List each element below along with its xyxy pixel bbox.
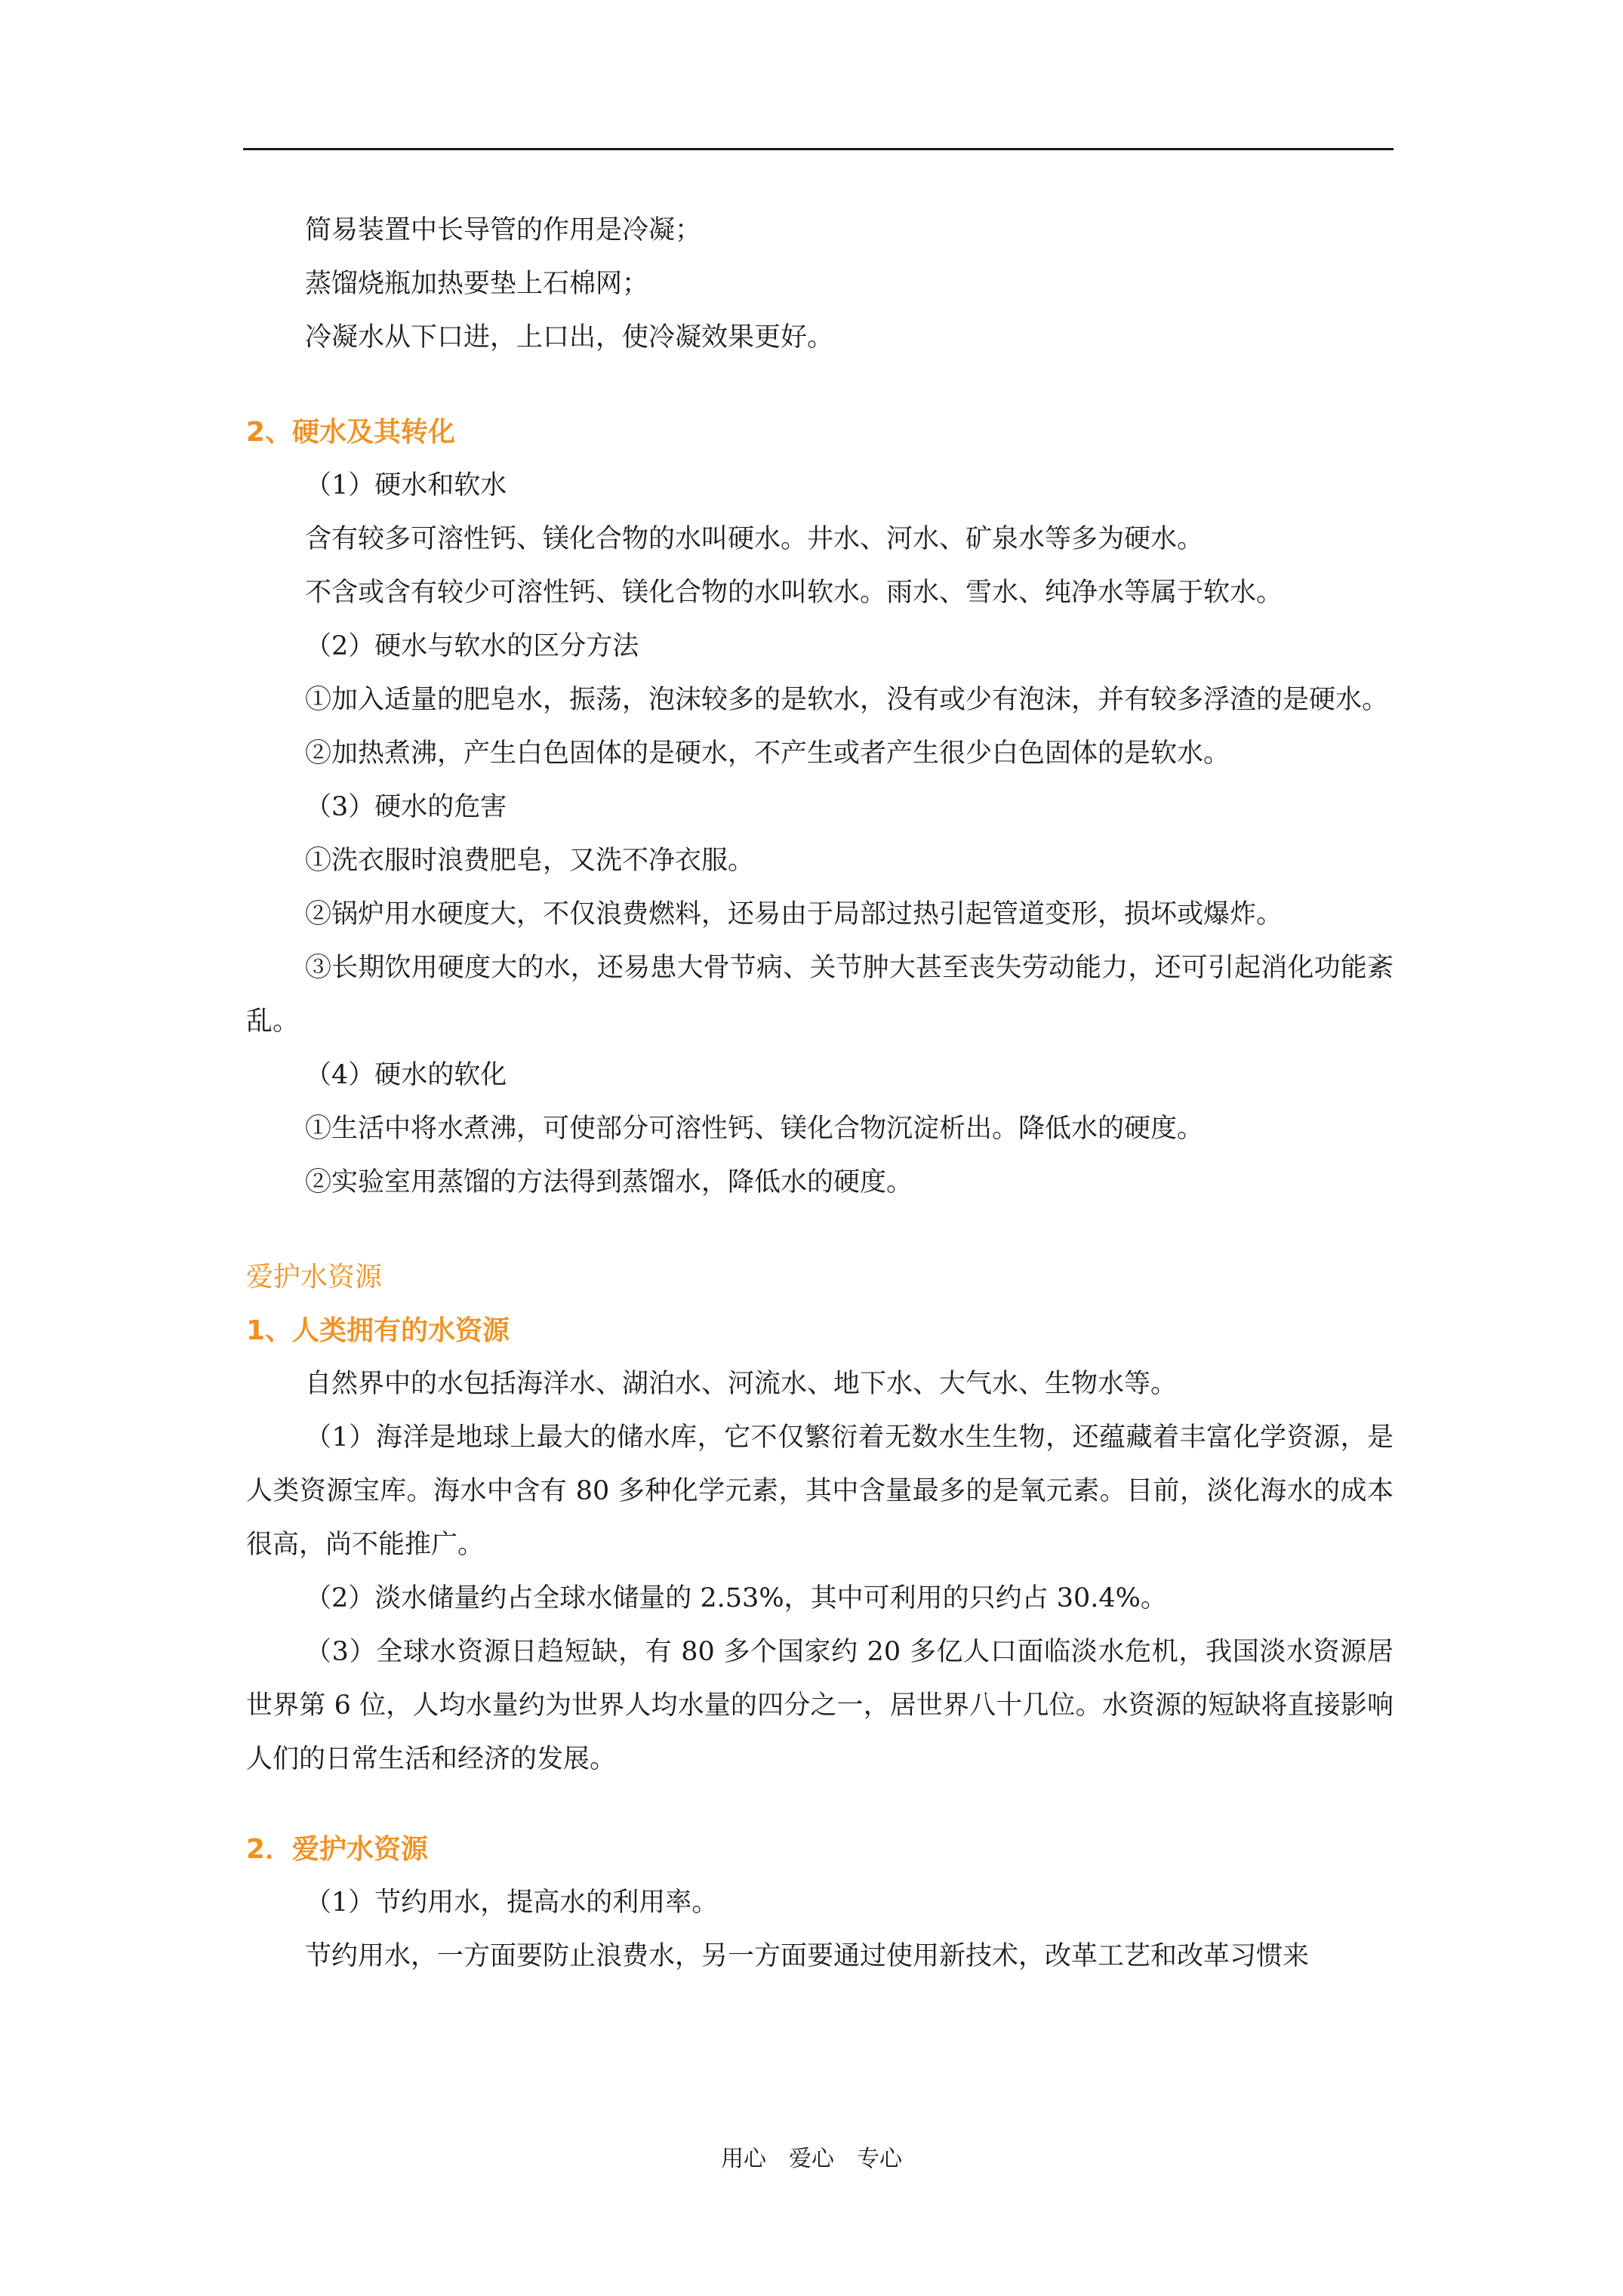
subheading: （1）节约用水，提高水的利用率。 bbox=[305, 1888, 719, 1918]
paragraph: （3）全球水资源日趋短缺，有 80 多个国家约 20 多亿人口面临淡水危机，我国淡水资源居世界第 6 位，人均水量约为世界人均水量的四分之一，居世界八十几位。水资源的短缺将直接影响人们的日常生活和经济的发展。 bbox=[246, 1637, 1394, 1774]
paragraph: 不含或含有较少可溶性钙、镁化合物的水叫软水。雨水、雪水、纯净水等属于软水。 bbox=[305, 578, 1283, 608]
paragraph: ①洗衣服时浪费肥皂，又洗不净衣服。 bbox=[305, 846, 755, 876]
paragraph: 含有较多可溶性钙、镁化合物的水叫硬水。井水、河水、矿泉水等多为硬水。 bbox=[305, 524, 1204, 554]
paragraph: ②实验室用蒸馏的方法得到蒸馏水，降低水的硬度。 bbox=[305, 1167, 913, 1197]
body-line: 简易装置中长导管的作用是冷凝； bbox=[305, 215, 702, 245]
paragraph: ②加热煮沸，产生白色固体的是硬水，不产生或者产生很少白色固体的是软水。 bbox=[305, 738, 1230, 769]
header-rule bbox=[243, 148, 1394, 150]
paragraph: ③长期饮用硬度大的水，还易患大骨节病、关节肿大甚至丧失劳动能力，还可引起消化功能紊乱。 bbox=[246, 953, 1394, 1037]
paragraph: （2）淡水储量约占全球水储量的 2.53%，其中可利用的只约占 30.4%。 bbox=[305, 1583, 1167, 1613]
page-content bbox=[246, 204, 1394, 1983]
paragraph: ①加入适量的肥皂水，振荡，泡沫较多的是软水，没有或少有泡沫，并有较多浮渣的是硬水。 bbox=[305, 685, 1389, 715]
body-line: 冷凝水从下口进，上口出，使冷凝效果更好。 bbox=[305, 322, 834, 353]
paragraph: ②锅炉用水硬度大，不仅浪费燃料，还易由于局部过热引起管道变形，损坏或爆炸。 bbox=[305, 899, 1283, 929]
section-heading-hard-water: 2、硬水及其转化 bbox=[246, 417, 456, 448]
paragraph: （1）海洋是地球上最大的储水库，它不仅繁衍着无数水生生物，还蕴藏着丰富化学资源，是人类资源宝库。海水中含有 80 多种化学元素，其中含量最多的是氧元素。目前，淡化海水的成本很高，尚不能推广。 bbox=[246, 1422, 1394, 1560]
page-footer: 用心 爱心 专心 bbox=[721, 2146, 902, 2172]
subheading: （2）硬水与软水的区分方法 bbox=[305, 631, 639, 661]
section-heading-water-resources: 1、人类拥有的水资源 bbox=[246, 1315, 510, 1346]
section-title-protect-water: 爱护水资源 bbox=[246, 1262, 383, 1293]
section-heading-protect: 2．爱护水资源 bbox=[246, 1834, 429, 1865]
subheading: （4）硬水的软化 bbox=[305, 1060, 507, 1090]
paragraph: 自然界中的水包括海洋水、湖泊水、河流水、地下水、大气水、生物水等。 bbox=[305, 1369, 1178, 1399]
body-line: 蒸馏烧瓶加热要垫上石棉网； bbox=[305, 269, 649, 299]
subheading: （1）硬水和软水 bbox=[305, 470, 507, 501]
paragraph: ①生活中将水煮沸，可使部分可溶性钙、镁化合物沉淀析出。降低水的硬度。 bbox=[305, 1114, 1204, 1144]
subheading: （3）硬水的危害 bbox=[305, 792, 507, 822]
paragraph: 节约用水，一方面要防止浪费水，另一方面要通过使用新技术，改革工艺和改革习惯来 bbox=[305, 1941, 1310, 1971]
